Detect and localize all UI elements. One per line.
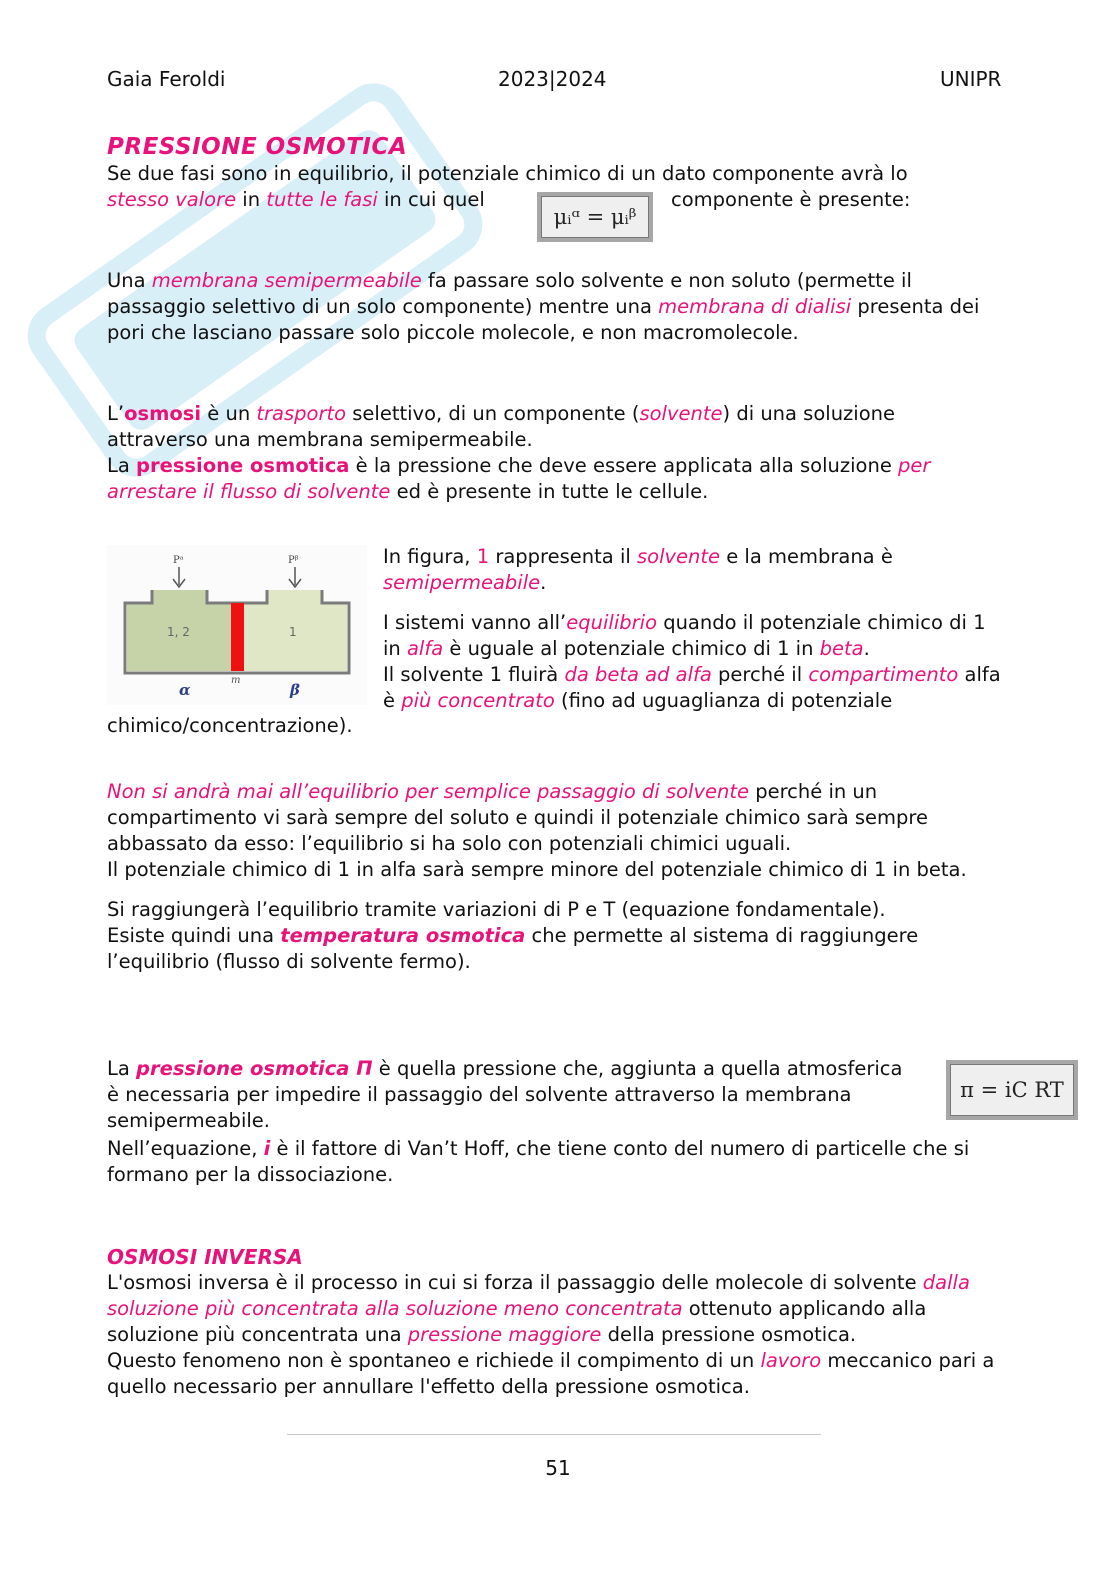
paragraph-line [107, 779, 1002, 857]
emphasis: tutte le fasi [266, 188, 378, 211]
text-run: L’ [107, 402, 125, 425]
paragraph-osmosi-inversa [107, 1270, 1002, 1400]
emphasis: più concentrato [401, 689, 555, 712]
compartment-beta-neck [267, 590, 322, 604]
text-run: è il fattore di Van’t Hoff, che tiene conto del numero di particelle che si formano per la dissociazione. [107, 1137, 970, 1186]
label-beta: β [290, 681, 300, 699]
paragraph-line [107, 1348, 1002, 1400]
text-run: I sistemi vanno all’ [383, 611, 567, 634]
emphasis: per arrestare il flusso di solvente [107, 454, 931, 503]
text-run: è uguale al potenziale chimico di 1 in [443, 637, 820, 660]
paragraph-line [107, 923, 1002, 975]
text-run: Esiste quindi una [107, 924, 281, 947]
text-run: Una [107, 269, 152, 292]
paragraph-line [383, 610, 1008, 662]
emphasis: pressione maggiore [407, 1323, 602, 1346]
figure-caption-tail: chimico/concentrazione). [107, 714, 353, 737]
text-run: La [107, 454, 137, 477]
label-p-beta: Pᵝ [288, 555, 299, 566]
text-run: selettivo, di un componente ( [346, 402, 640, 425]
text-run: La [107, 1057, 137, 1080]
equation-text: μᵢᵅ = μᵢᵝ [541, 196, 649, 238]
membrane [231, 603, 244, 671]
equation-chemical-potential [537, 192, 653, 242]
emphasis: equilibrio [566, 611, 657, 634]
paragraph-line [383, 662, 1008, 714]
emphasis: dalla soluzione più concentrata alla soluzione meno concentrata [107, 1271, 970, 1320]
text-run: della pressione osmotica. [601, 1323, 857, 1346]
section-title-pressione-osmotica: PRESSIONE OSMOTICA [107, 134, 408, 160]
paragraph-line [107, 1270, 1002, 1348]
text-run: e la membrana è [720, 545, 893, 568]
paragraph-line: Il potenziale chimico di 1 in alfa sarà sempre minore del potenziale chimico di 1 in beta. [107, 858, 967, 881]
bold-term: pressione osmotica [136, 454, 350, 477]
text-run: Se due fasi sono in equilibrio, il potenziale chimico di un dato componente avrà lo [107, 162, 908, 185]
label-compartment-alpha: 1, 2 [167, 625, 190, 639]
equation-osmotic-pressure [946, 1060, 1078, 1120]
bold-term: i [263, 1137, 271, 1160]
emphasis: stesso valore [107, 188, 237, 211]
text-run: Questo fenomeno non è spontaneo e richiede il compimento di un [107, 1349, 761, 1372]
osmosis-diagram [107, 545, 367, 705]
text-run: che permette al sistema di raggiungere l’equilibrio (flusso di solvente fermo). [107, 924, 919, 973]
paragraph-line: Si raggiungerà l’equilibrio tramite variazioni di P e T (equazione fondamentale). [107, 898, 886, 921]
equation-text: π = iC RT [950, 1064, 1074, 1116]
text-run: alfa è [383, 663, 1001, 712]
text-run: perché il [711, 663, 809, 686]
label-alpha: α [179, 681, 191, 699]
paragraph-no-equilibrium [107, 779, 1002, 975]
number-highlight: 1 [476, 545, 490, 568]
text-run: rappresenta il [489, 545, 637, 568]
paragraph-osmosi [107, 401, 1002, 505]
text-run: In figura, [383, 545, 477, 568]
emphasis: semipermeabile [383, 571, 541, 594]
emphasis: membrana di dialisi [658, 295, 852, 318]
paragraph-pressione-pi [107, 1056, 907, 1134]
emphasis: lavoro [760, 1349, 822, 1372]
paragraph-line [107, 161, 1002, 187]
footer-divider [287, 1434, 821, 1435]
text-run: meccanico pari a quello necessario per annullare l'effetto della pressione osmotica. [107, 1349, 995, 1398]
bold-term: osmosi [124, 402, 202, 425]
paragraph-tail: componente è presente: [671, 188, 911, 211]
text-run: presenta dei pori che lasciano passare solo piccole molecole, e non macromolecole. [107, 295, 980, 344]
header-university: UNIPR [940, 67, 1002, 91]
text-run: perché in un compartimento vi sarà sempre del soluto e quindi il potenziale chimico sarà sempre abbassato da esso: l’equilibrio si ha solo con potenziali chimici uguali. [107, 780, 928, 855]
text-run: ed è presente in tutte le cellule. [390, 480, 709, 503]
text-run: L'osmosi inversa è il processo in cui si forza il passaggio delle molecole di solvente [107, 1271, 923, 1294]
text-run: fa passare solo solvente e non soluto (permette il passaggio selettivo di un solo componente) mentre una [107, 269, 912, 318]
bold-term: temperatura osmotica [280, 924, 526, 947]
compartment-alpha-neck [152, 590, 207, 604]
emphasis: compartimento [808, 663, 959, 686]
label-p-alpha: Pᵃ [173, 555, 184, 566]
label-compartment-beta: 1 [289, 625, 297, 639]
header-author: Gaia Feroldi [107, 67, 226, 91]
paragraph-line [107, 453, 1002, 505]
header-year: 2023|2024 [498, 67, 607, 91]
emphasis: da beta ad alfa [564, 663, 712, 686]
section-title-osmosi-inversa: OSMOSI INVERSA [107, 1245, 303, 1269]
emphasis: membrana semipermeabile [151, 269, 422, 292]
emphasis: alfa [406, 637, 444, 660]
label-membrane: m [231, 675, 241, 686]
text-run: è un [201, 402, 257, 425]
text-run: ottenuto applicando alla soluzione più concentrata una [107, 1297, 927, 1346]
text-run: . [863, 637, 870, 660]
emphasis: Non si andrà mai all’equilibrio per semplice passaggio di solvente [107, 780, 749, 803]
text-run: è quella pressione che, aggiunta a quella atmosferica è necessaria per impedire il passaggio del solvente attraverso la membrana semipermeabile. [107, 1057, 903, 1132]
paragraph-line [383, 544, 1008, 596]
emphasis: beta [819, 637, 864, 660]
text-run: . [540, 571, 547, 594]
emphasis: trasporto [256, 402, 347, 425]
paragraph-membrane [107, 268, 1002, 346]
text-run: Il solvente 1 fluirà [383, 663, 565, 686]
emphasis: solvente [636, 545, 721, 568]
paragraph-line [107, 401, 1002, 453]
paragraph-vant-hoff [107, 1136, 1002, 1188]
emphasis: solvente [639, 402, 723, 425]
bold-term: pressione osmotica Π [136, 1057, 373, 1080]
text-run: quando il potenziale chimico di 1 in [383, 611, 986, 660]
text-run: Nell’equazione, [107, 1137, 264, 1160]
page-number: 51 [545, 1456, 571, 1480]
text-run: in [236, 188, 267, 211]
text-run: in cui quel [377, 188, 485, 211]
text-run: è la pressione che deve essere applicata alla soluzione [349, 454, 899, 477]
text-run: ) di una soluzione attraverso una membrana semipermeabile. [107, 402, 895, 451]
figure-caption-text [383, 544, 1008, 714]
text-run: (fino ad uguaglianza di potenziale [554, 689, 893, 712]
